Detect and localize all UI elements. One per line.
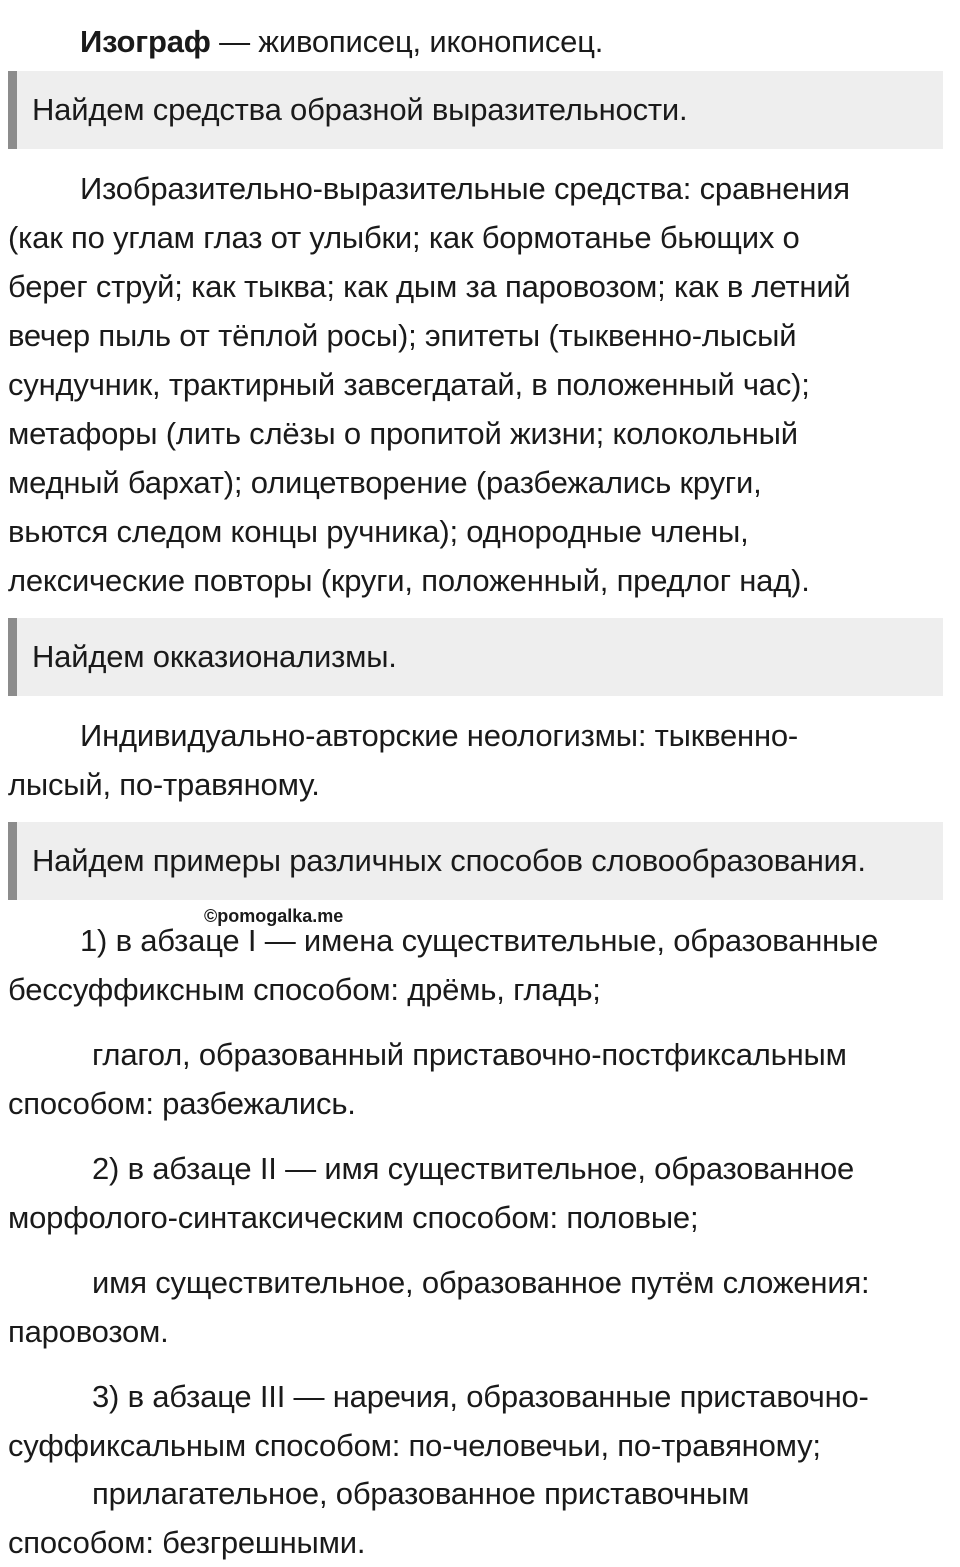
item-line: 3) в абзаце III — наречия, образованные приставочно- xyxy=(92,1379,869,1414)
paragraph-line: метафоры (лить слёзы о пропитой жизни; колокольный xyxy=(8,416,798,451)
section-heading-expressive xyxy=(8,71,943,149)
item-line: способом: безгрешными. xyxy=(8,1525,366,1560)
paragraph-line: (как по углам глаз от улыбки; как бормотанье бьющих о xyxy=(8,220,800,255)
heading-text: Найдем окказионализмы. xyxy=(32,639,397,674)
section-heading-word-formation xyxy=(8,822,943,900)
paragraph-line: Изобразительно-выразительные средства: сравнения xyxy=(80,171,850,206)
paragraph-line: медный бархат); олицетворение (разбежались круги, xyxy=(8,465,762,500)
item-line: имя существительное, образованное путём сложения: xyxy=(92,1265,870,1300)
paragraph-line: лексические повторы (круги, положенный, предлог над). xyxy=(8,563,810,598)
definition-text: — живописец, иконописец. xyxy=(210,24,604,59)
paragraph-line: вьются следом концы ручника); однородные члены, xyxy=(8,514,749,549)
item-line: прилагательное, образованное приставочным xyxy=(92,1476,750,1511)
item-line: способом: разбежались. xyxy=(8,1086,356,1121)
heading-text: Найдем средства образной выразительности. xyxy=(32,92,688,127)
paragraph-line: Индивидуально-авторские неологизмы: тыквенно- xyxy=(80,718,799,753)
paragraph-line: вечер пыль от тёплой росы); эпитеты (тыквенно-лысый xyxy=(8,318,797,353)
item-line: паровозом. xyxy=(8,1314,169,1349)
item-line: 1) в абзаце I — имена существительные, образованные xyxy=(80,923,879,958)
paragraph-line: лысый, по-травяному. xyxy=(8,767,320,802)
item-line: 2) в абзаце II — имя существительное, образованное xyxy=(92,1151,855,1186)
section-heading-occasionalisms xyxy=(8,618,943,696)
watermark-label: ©pomogalka.me xyxy=(204,906,344,926)
heading-text: Найдем примеры различных способов словообразования. xyxy=(32,843,866,878)
paragraph-line: сундучник, трактирный завсегдатай, в положенный час); xyxy=(8,367,810,402)
item-line: суффиксальным способом: по-человечьи, по-травяному; xyxy=(8,1428,821,1463)
paragraph-line: берег струй; как тыква; как дым за паровозом; как в летний xyxy=(8,269,851,304)
item-line: бессуффиксным способом: дрёмь, гладь; xyxy=(8,972,601,1007)
definition-line xyxy=(80,17,603,66)
definition-term: Изограф xyxy=(80,24,211,59)
item-line: морфолого-синтаксическим способом: половые; xyxy=(8,1200,699,1235)
item-line: глагол, образованный приставочно-постфиксальным xyxy=(92,1037,847,1072)
